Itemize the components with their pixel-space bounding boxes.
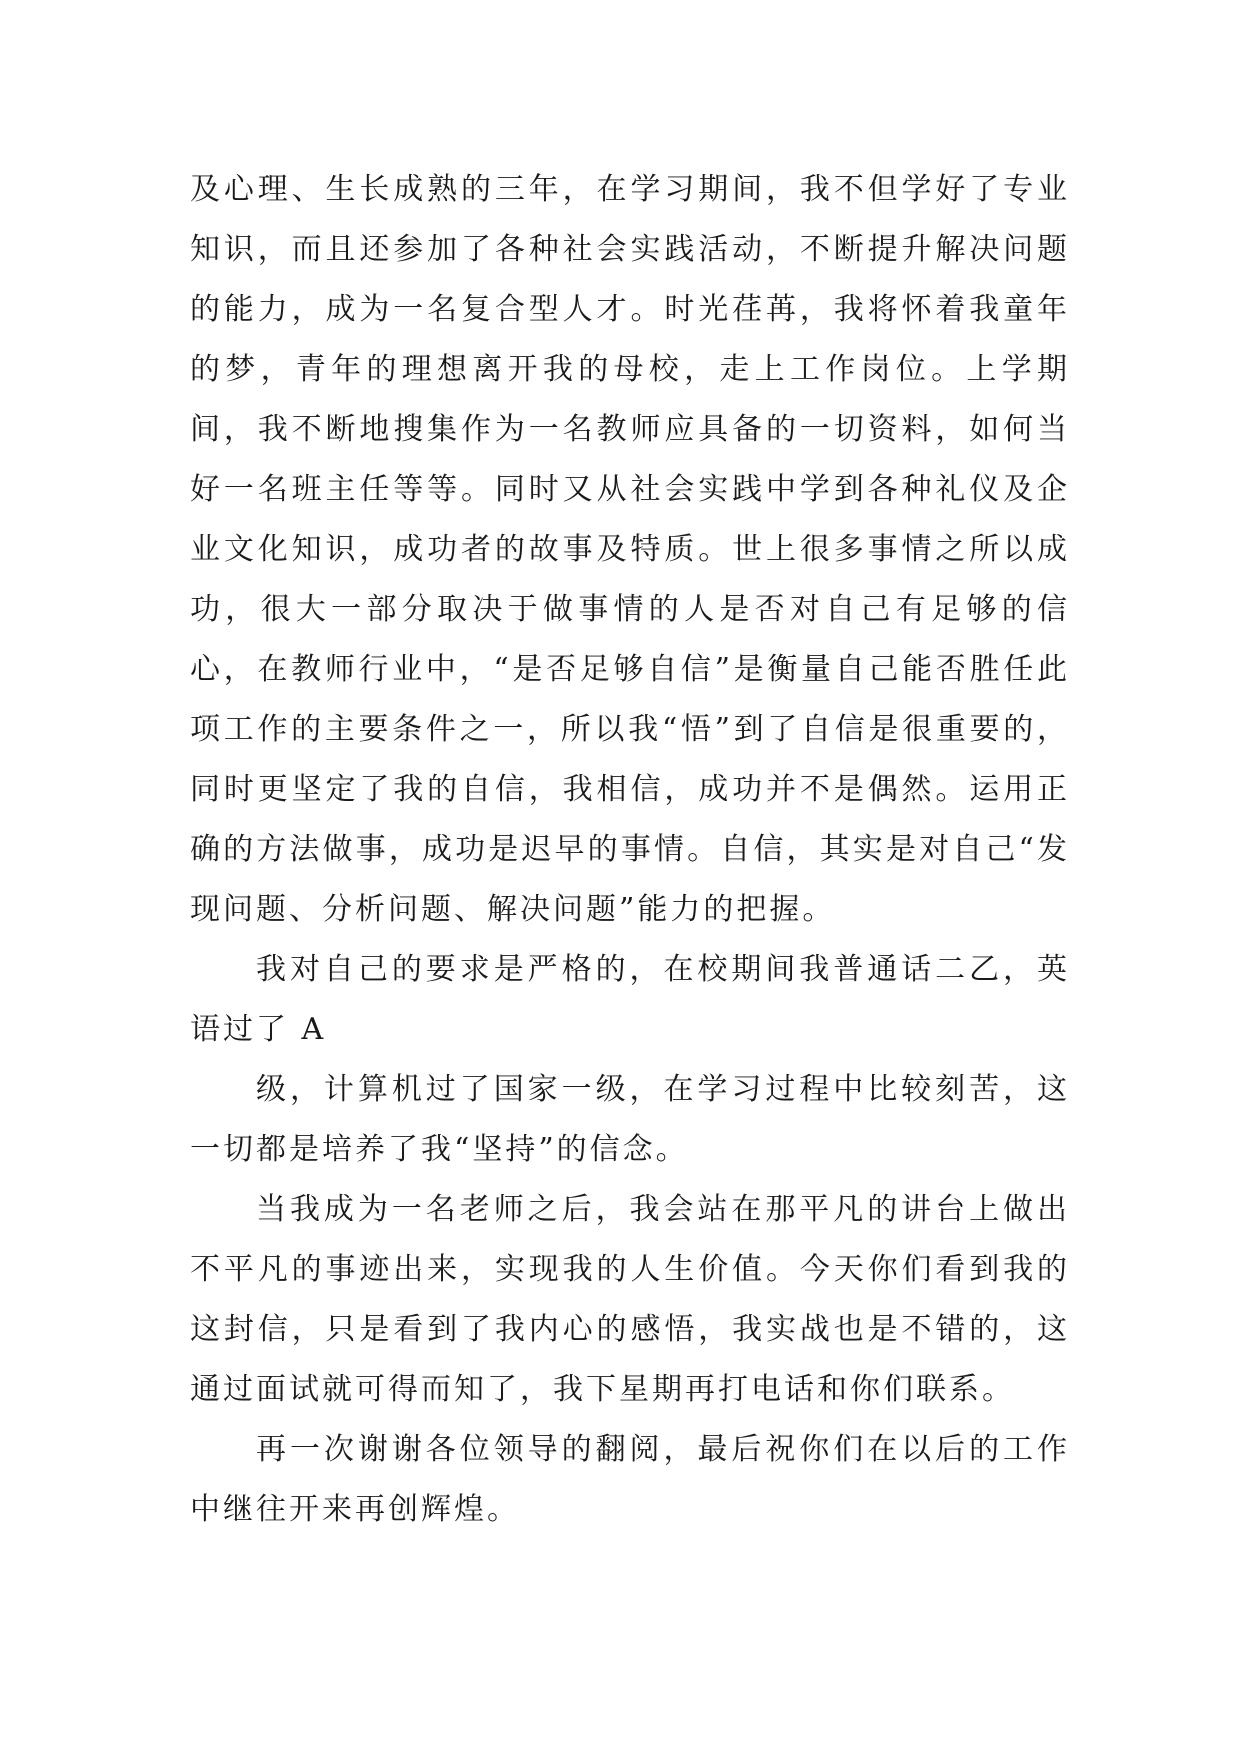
paragraph-requirements-continued: 级，计算机过了国家一级，在学习过程中比较刻苦，这一切都是培养了我“坚持”的信念。 bbox=[190, 1072, 1070, 1167]
paragraph-continuation: 及心理、生长成熟的三年，在学习期间，我不但学好了专业知识，而且还参加了各种社会实践活动，不断提升解决问题的能力，成为一名复合型人才。时光荏苒，我将怀着我童年的梦，青年的理想离开我的母校，走上工作岗位。上学期间，我不断地搜集作为一名教师应具备的一切资料，如何当好一名班主任等等。同时又从社会实践中学到各种礼仪及企业文化知识，成功者的故事及特质。世上很多事情之所以成功，很大一部分取决于做事情的人是否对自己有足够的信心，在教师行业中，“是否足够自信”是衡量自己能否胜任此项工作的主要条件之一，所以我“悟”到了自信是很重要的，同时更坚定了我的自信，我相信，成功并不是偶然。运用正确的方法做事，成功是迟早的事情。自信，其实是对自己“发现问题、分析问题、解决问题”能力的把握。 bbox=[190, 172, 1070, 927]
document-body bbox=[190, 160, 1070, 1540]
paragraph-teacher-goal: 当我成为一名老师之后，我会站在那平凡的讲台上做出不平凡的事迹出来，实现我的人生价值。今天你们看到我的这封信，只是看到了我内心的感悟，我实战也是不错的，这通过面试就可得而知了，我下星期再打电话和你们联系。 bbox=[190, 1192, 1070, 1407]
paragraph-closing: 再一次谢谢各位领导的翻阅，最后祝你们在以后的工作中继往开来再创辉煌。 bbox=[190, 1432, 1070, 1527]
paragraph-requirements: 我对自己的要求是严格的，在校期间我普通话二乙，英语过了 A bbox=[190, 952, 1070, 1047]
